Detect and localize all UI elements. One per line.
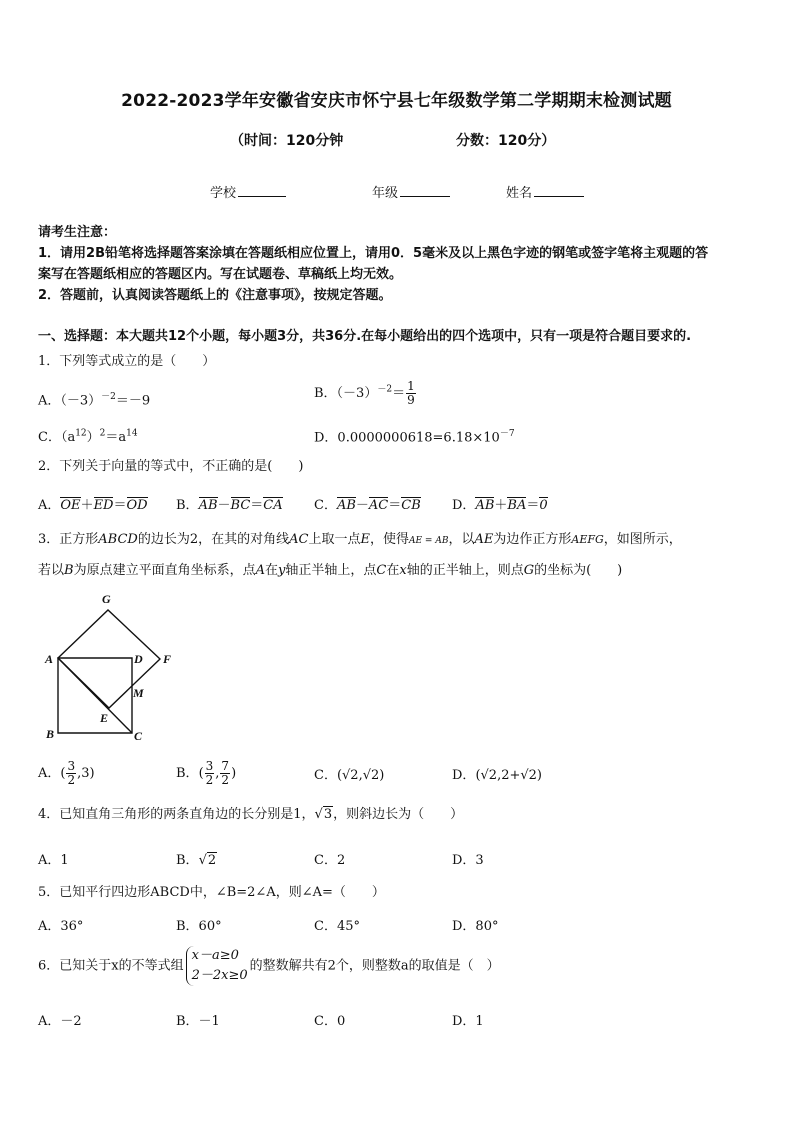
q3-c: C xyxy=(376,563,387,578)
q4-option-c[interactable]: C．2 xyxy=(314,853,346,868)
q3-ae: AE xyxy=(474,532,494,547)
q2-stem: 2．下列关于向量的等式中，不正确的是( ) xyxy=(38,459,304,474)
page-title: 2022-2023学年安徽省安庆市怀宁县七年级数学第二学期期末检测试题 xyxy=(121,91,672,111)
q2-a-vec3: OD xyxy=(126,498,148,513)
q1-option-b[interactable] xyxy=(314,380,417,407)
q3-t12: 在 xyxy=(386,563,400,578)
q6-stem-b: 的整数解共有2个，则整数a的取值是（ ） xyxy=(249,958,500,974)
q2-b-op1: － xyxy=(217,498,231,513)
q3-option-b[interactable]: B．( $\frac{3}{2}$ , $\frac{7}{2}$ ) xyxy=(176,759,237,787)
q4-option-b[interactable] xyxy=(176,849,217,868)
label-d: D xyxy=(134,652,143,666)
label-e: E xyxy=(100,711,109,725)
q1-c-exp3: 14 xyxy=(126,428,138,439)
q3-b-num1: 3 xyxy=(205,759,214,773)
q2-d-vec3: 0 xyxy=(539,498,548,513)
q2-option-c[interactable] xyxy=(314,494,421,513)
q6-stem xyxy=(38,946,500,986)
q1-c-exp2: 2 xyxy=(99,428,106,439)
q2-b-eq: ＝ xyxy=(250,498,264,513)
q3-x: x xyxy=(399,563,407,578)
q3-a-rest: ,3) xyxy=(77,766,95,781)
q3-a-den: 2 xyxy=(67,773,76,787)
q5-option-b[interactable]: B．60° xyxy=(176,919,222,934)
q3-b-num2: 7 xyxy=(221,759,230,773)
q3-t13: 轴的正半轴上，则点 xyxy=(406,563,524,578)
q1-b-exp: －2 xyxy=(377,384,393,395)
q6-inequality-system xyxy=(186,946,248,986)
grade-field[interactable] xyxy=(372,182,450,201)
name-blank[interactable] xyxy=(534,183,584,197)
q3-a-frac xyxy=(66,760,76,787)
notice-line1b: 案写在答题纸相应的答题区内。写在试题卷、草稿纸上均无效。 xyxy=(38,267,403,282)
q3-y: y xyxy=(278,563,286,578)
q3-ac: AC xyxy=(289,532,309,547)
q6-ineq2: 2－2x≥0 xyxy=(191,968,248,983)
q4-option-d[interactable]: D．3 xyxy=(452,853,484,868)
label-f: F xyxy=(163,652,172,666)
q3-b-frac2 xyxy=(220,760,230,787)
q3-line1 xyxy=(38,531,682,550)
q3-b-label: B． xyxy=(176,766,199,781)
label-c: C xyxy=(134,729,143,743)
q3-t9: 为原点建立平面直角坐标系，点 xyxy=(73,563,256,578)
q1-b-fraction xyxy=(406,380,416,407)
q2-a-eq: ＝ xyxy=(113,498,127,513)
q3-t14: 的坐标为( ) xyxy=(534,563,623,578)
q4-stem-a: 4．已知直角三角形的两条直角边的长分别是1， xyxy=(38,807,315,822)
q2-b-label: B． xyxy=(176,498,199,513)
exam-time: （时间：120分钟 xyxy=(230,133,344,149)
q2-c-vec1: AB xyxy=(336,498,356,513)
q2-a-label: A． xyxy=(38,498,61,513)
q3-c-value: (√2,√2) xyxy=(336,768,385,783)
q3-aefg: AEFG xyxy=(571,533,604,546)
label-g: G xyxy=(102,592,111,606)
q1-option-a[interactable] xyxy=(38,389,150,408)
q2-c-vec3: CB xyxy=(401,498,421,513)
q3-figure xyxy=(36,588,186,748)
q1-d-label: D．0.0000000618=6.18×10 xyxy=(314,430,500,446)
exam-score: 分数：120分） xyxy=(456,133,556,149)
q5-stem: 5．已知平行四边形ABCD中，∠B=2∠A，则∠A=（ ） xyxy=(38,885,385,900)
q2-c-vec2: AC xyxy=(368,498,389,513)
q3-b-frac1 xyxy=(205,760,215,787)
label-m: M xyxy=(133,686,144,700)
notice-block xyxy=(38,222,758,306)
q3-t3: 上取一点 xyxy=(308,532,361,547)
school-blank[interactable] xyxy=(238,183,286,197)
q1-a-exp: －2 xyxy=(101,392,116,402)
q2-c-label: C． xyxy=(314,498,337,513)
q1-c-rest: ＝a xyxy=(105,430,127,445)
q6-option-d[interactable]: D．1 xyxy=(452,1014,484,1029)
q3-t10: 在 xyxy=(264,563,278,578)
square-aefg xyxy=(58,610,160,708)
q3-a-num: 3 xyxy=(67,759,76,773)
q6-stem-a: 6．已知关于x的不等式组 xyxy=(38,958,184,974)
q5-option-a[interactable]: A．36° xyxy=(38,919,84,934)
q2-option-a[interactable] xyxy=(38,494,148,513)
q3-t8: 若以 xyxy=(38,563,65,578)
q3-b-den2: 2 xyxy=(221,773,230,787)
q1-option-c[interactable] xyxy=(38,426,138,445)
q3-t7: ，如图所示， xyxy=(603,532,682,547)
q3-e: E xyxy=(360,532,370,547)
section1-heading: 一、选择题：本大题共12个小题，每小题3分，共36分.在每小题给出的四个选项中，只有一项是符合题目要求的. xyxy=(38,329,692,344)
q3-t2: 的边长为2，在其的对角线 xyxy=(137,532,290,547)
q2-b-vec3: CA xyxy=(263,498,283,513)
q6-option-a[interactable]: A．－2 xyxy=(38,1014,82,1029)
q1-b-eq: ＝ xyxy=(392,386,406,401)
q6-option-c[interactable]: C．0 xyxy=(314,1014,346,1029)
q3-t5: ，以 xyxy=(448,532,475,547)
q1-c-label: C．（a xyxy=(38,430,76,445)
q3-t6: 为边作正方形 xyxy=(493,532,572,547)
school-label: 学校 xyxy=(210,186,237,201)
q3-a-label: A． xyxy=(38,766,61,781)
q2-d-op1: ＋ xyxy=(494,498,508,513)
diagonal-ac xyxy=(58,658,132,733)
q4-stem xyxy=(38,806,463,824)
q4-b-label: B． xyxy=(176,853,199,868)
q2-option-d[interactable] xyxy=(452,494,548,513)
grade-label: 年级 xyxy=(372,186,399,201)
q1-c-mid: ） xyxy=(86,430,100,445)
q3-t11: 轴正半轴上，点 xyxy=(285,563,377,578)
q4-sqrt3: √3 xyxy=(314,807,333,822)
q2-b-vec2: BC xyxy=(230,498,251,513)
q1-b-label: B．（－3） xyxy=(314,386,378,401)
q3-cond: AE = AB xyxy=(409,536,449,546)
q3-t1: 3．正方形 xyxy=(38,532,99,547)
q5-option-c[interactable]: C．45° xyxy=(314,919,360,934)
q6-option-b[interactable]: B．－1 xyxy=(176,1014,220,1029)
q2-option-b[interactable] xyxy=(176,494,283,513)
q3-d-label: D． xyxy=(452,768,476,783)
q3-b-den1: 2 xyxy=(205,773,214,787)
q3-option-c[interactable] xyxy=(314,764,384,783)
q3-b: B xyxy=(64,563,74,578)
q3-option-a[interactable]: A．( $\frac{3}{2}$ ,3) xyxy=(38,759,95,787)
q4-b-sqrt2: √2 xyxy=(198,853,217,868)
q3-option-d[interactable] xyxy=(452,764,542,783)
q3-d-value: (√2,2+√2) xyxy=(475,768,542,783)
q2-a-vec1: OE xyxy=(60,498,81,513)
q6-ineq1: x－a≥0 xyxy=(191,948,239,963)
q3-a: A xyxy=(255,563,265,578)
q2-c-eq: ＝ xyxy=(388,498,402,513)
name-field[interactable] xyxy=(506,182,584,201)
q2-a-vec2: ED xyxy=(93,498,114,513)
notice-heading: 请考生注意： xyxy=(38,225,117,240)
q5-option-d[interactable]: D．80° xyxy=(452,919,499,934)
q2-d-eq: ＝ xyxy=(526,498,540,513)
q2-a-op1: ＋ xyxy=(80,498,94,513)
q4-option-a[interactable]: A．1 xyxy=(38,853,69,868)
q1-c-exp1: 12 xyxy=(75,428,87,439)
q3-c-label: C． xyxy=(314,768,337,783)
q1-b-num: 1 xyxy=(407,379,415,393)
q2-d-vec2: BA xyxy=(507,498,527,513)
q1-a-label: A．（－3） xyxy=(38,393,102,409)
notice-line1a: 1．请用2B铅笔将选择题答案涂填在答题纸相应位置上，请用0．5毫米及以上黑色字迹的钢笔或签字笔将主观题的答 xyxy=(38,246,709,261)
q3-t4: ，使得 xyxy=(369,532,409,547)
q2-d-vec1: AB xyxy=(475,498,495,513)
q1-d-exp: －7 xyxy=(499,429,515,439)
label-b: B xyxy=(46,727,55,741)
q3-abcd: ABCD xyxy=(98,532,138,547)
q3-line2 xyxy=(38,562,622,580)
q3-g: G xyxy=(523,563,535,578)
notice-line2: 2．答题前，认真阅读答题纸上的《注意事项》，按规定答题。 xyxy=(38,288,392,303)
grade-blank[interactable] xyxy=(400,183,450,197)
q2-c-op1: － xyxy=(355,498,369,513)
school-field[interactable] xyxy=(210,182,286,201)
q1-stem: 1．下列等式成立的是（ ） xyxy=(38,354,216,369)
q1-b-den: 9 xyxy=(407,393,415,407)
q1-a-rest: ＝－9 xyxy=(115,393,151,409)
name-label: 姓名 xyxy=(506,186,533,201)
label-a: A xyxy=(45,652,54,666)
q1-option-d[interactable] xyxy=(314,426,515,445)
q2-b-vec1: AB xyxy=(198,498,218,513)
q2-d-label: D． xyxy=(452,498,476,513)
q4-stem-b: ，则斜边长为（ ） xyxy=(333,807,464,822)
